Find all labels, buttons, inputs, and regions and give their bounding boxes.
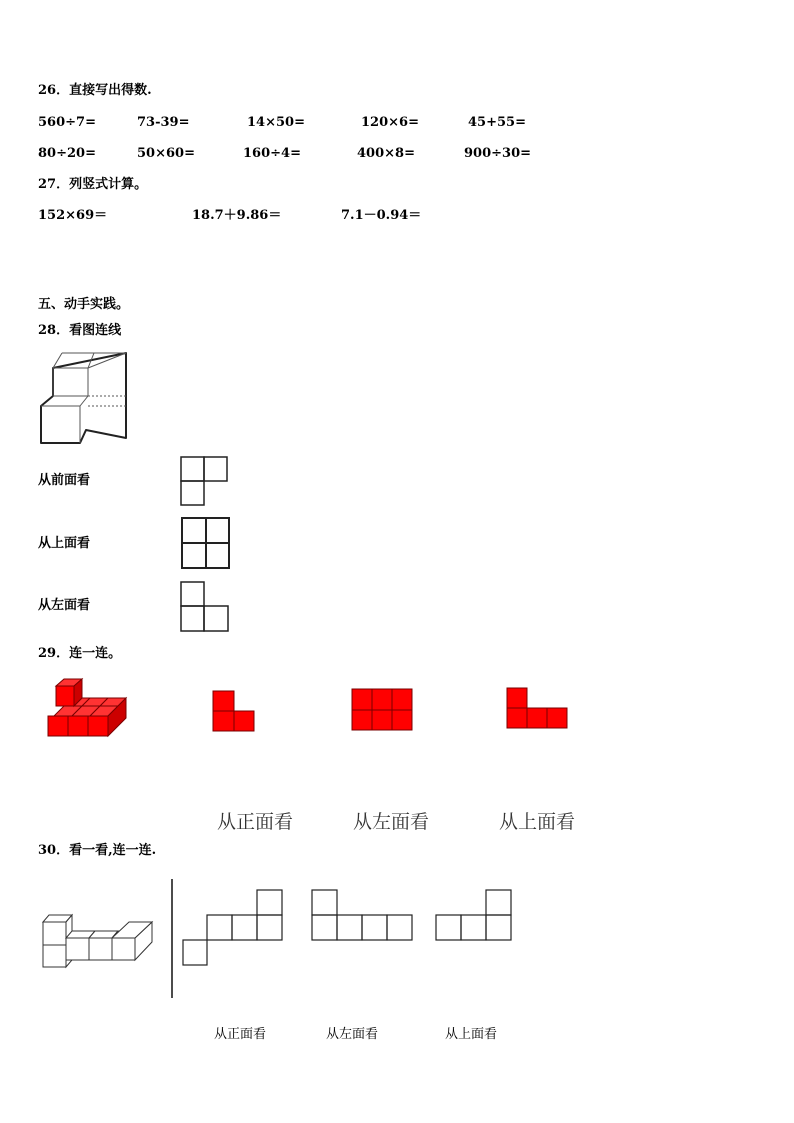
q27-item-3: 7.1－0.94＝ (341, 208, 422, 223)
q30-view-label-1: 从正面看 (214, 1027, 267, 1042)
q26-r1-c4: 120×6= (361, 115, 419, 130)
q26-r2-c2: 50×60= (137, 146, 195, 161)
q26-r1-c3: 14×50= (247, 115, 305, 130)
q29-view-option-2 (351, 688, 415, 732)
q27-heading: 27．列竖式计算。 (38, 177, 148, 192)
q28-solid-figure (38, 350, 138, 450)
q28-view-top-label: 从上面看 (38, 536, 91, 551)
q30-view-option-2 (311, 889, 415, 945)
q30-solid-figure (40, 912, 155, 972)
q26-r1-c5: 45+55= (468, 115, 526, 130)
q29-view-option-3 (506, 687, 570, 731)
q29-view-label-2: 从左面看 (353, 811, 430, 833)
q28-grid-top (180, 517, 230, 571)
q30-view-option-3 (435, 889, 515, 945)
q30-divider-line (171, 878, 175, 1000)
q30-view-label-3: 从上面看 (445, 1027, 498, 1042)
q28-heading: 28．看图连线 (38, 323, 122, 338)
q30-view-option-1 (182, 889, 286, 969)
q26-r2-c3: 160÷4= (243, 146, 301, 161)
q29-red-solid-figure (46, 678, 128, 740)
q28-view-front-label: 从前面看 (38, 473, 91, 488)
q29-view-label-3: 从上面看 (499, 811, 576, 833)
q28-grid-left (180, 580, 230, 634)
q26-heading: 26．直接写出得数. (38, 83, 152, 98)
q26-r2-c4: 400×8= (357, 146, 415, 161)
q28-grid-front (180, 456, 230, 508)
q26-r2-c1: 80÷20= (38, 146, 96, 161)
q29-view-label-1: 从正面看 (217, 811, 294, 833)
q26-r1-c2: 73-39= (137, 115, 190, 130)
q30-view-label-2: 从左面看 (326, 1027, 379, 1042)
q30-heading: 30．看一看,连一连. (38, 843, 157, 858)
q29-heading: 29．连一连。 (38, 646, 122, 661)
q26-r2-c5: 900÷30= (464, 146, 532, 161)
section5-heading: 五、动手实践。 (38, 297, 130, 312)
q28-view-left-label: 从左面看 (38, 598, 91, 613)
q29-view-option-1 (212, 690, 256, 734)
q27-item-2: 18.7＋9.86＝ (192, 208, 282, 223)
q27-item-1: 152×69＝ (38, 208, 108, 223)
q26-r1-c1: 560÷7= (38, 115, 96, 130)
